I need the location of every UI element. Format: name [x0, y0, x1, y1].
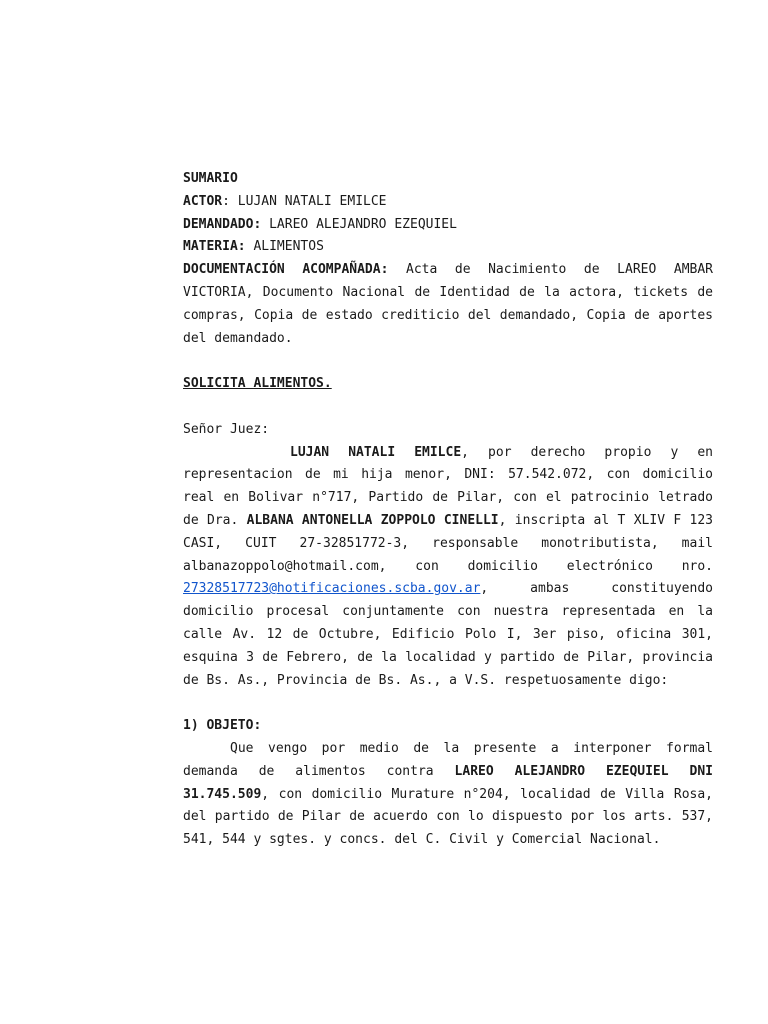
documentation-paragraph: [183, 259, 713, 350]
actor-label: ACTOR: [183, 193, 223, 209]
document-page: [183, 168, 713, 852]
materia-line: [183, 236, 713, 259]
document-title: SOLICITA ALIMENTOS.: [183, 376, 332, 392]
defendant-name: LAREO ALEJANDRO EZEQUIEL DNI 31.745.509: [183, 763, 713, 802]
actor-line: [183, 191, 713, 214]
lawyer-name: ALBANA ANTONELLA ZOPPOLO CINELLI: [246, 512, 499, 528]
materia-value: ALIMENTOS: [245, 239, 324, 255]
documentation-label: DOCUMENTACIÓN ACOMPAÑADA:: [183, 262, 389, 278]
greeting: Señor Juez:: [183, 421, 270, 437]
actor-value: : LUJAN NATALI EMILCE: [222, 193, 387, 209]
section-1-heading: 1) OBJETO:: [183, 718, 262, 734]
documentation-value: Acta de Nacimiento de LAREO AMBAR VICTORIA, Documento Nacional de Identidad de la actora, tickets de compras, Copia de estado crediticio del demandado, Copia de aportes del demandado.: [183, 262, 714, 346]
actor-name: LUJAN NATALI EMILCE: [290, 444, 462, 460]
demandado-label: DEMANDADO:: [183, 216, 262, 232]
electronic-address-link[interactable]: 27328517723@hotificaciones.scba.gov.ar: [183, 581, 481, 597]
demandado-line: [183, 214, 713, 237]
materia-label: MATERIA:: [183, 239, 246, 255]
summary-heading: SUMARIO: [183, 171, 238, 186]
demandado-value: LAREO ALEJANDRO EZEQUIEL: [261, 216, 457, 232]
section-1-paragraph: Que vengo por medio de la presente a interponer formal demanda de alimentos contra LAREO ALEJANDRO EZEQUIEL DNI 31.745.509, con domicilio Murature n°204, localidad de Villa Rosa, del partido de Pilar de acuerdo con lo dispuesto por los arts. 537, 541, 544 y sgtes. y concs. del C. Civil y Comercial Nacional.: [183, 740, 713, 848]
intro-paragraph: LUJAN NATALI EMILCE, por derecho propio y en representacion de mi hija menor, DNI: 57.542.072, con domicilio real en Bolivar n°717, Partido de Pilar, con el patrocinio letrado de Dra. ALBANA ANTONELLA ZOPPOLO CINELLI, inscripta al T XLIV F 123 CASI, CUIT 27-32851772-3, responsable monotributista, mail albanazoppolo@hotmail.com, con domicilio electrónico nro. 27328517723@hotificaciones.scba.gov.ar, ambas constituyendo domicilio procesal conjuntamente con nuestra representada en la calle Av. 12 de Octubre, Edificio Polo I, 3er piso, oficina 301, esquina 3 de Febrero, de la localidad y partido de Pilar, provincia de Bs. As., Provincia de Bs. As., a V.S. respetuosamente digo:: [183, 444, 713, 688]
